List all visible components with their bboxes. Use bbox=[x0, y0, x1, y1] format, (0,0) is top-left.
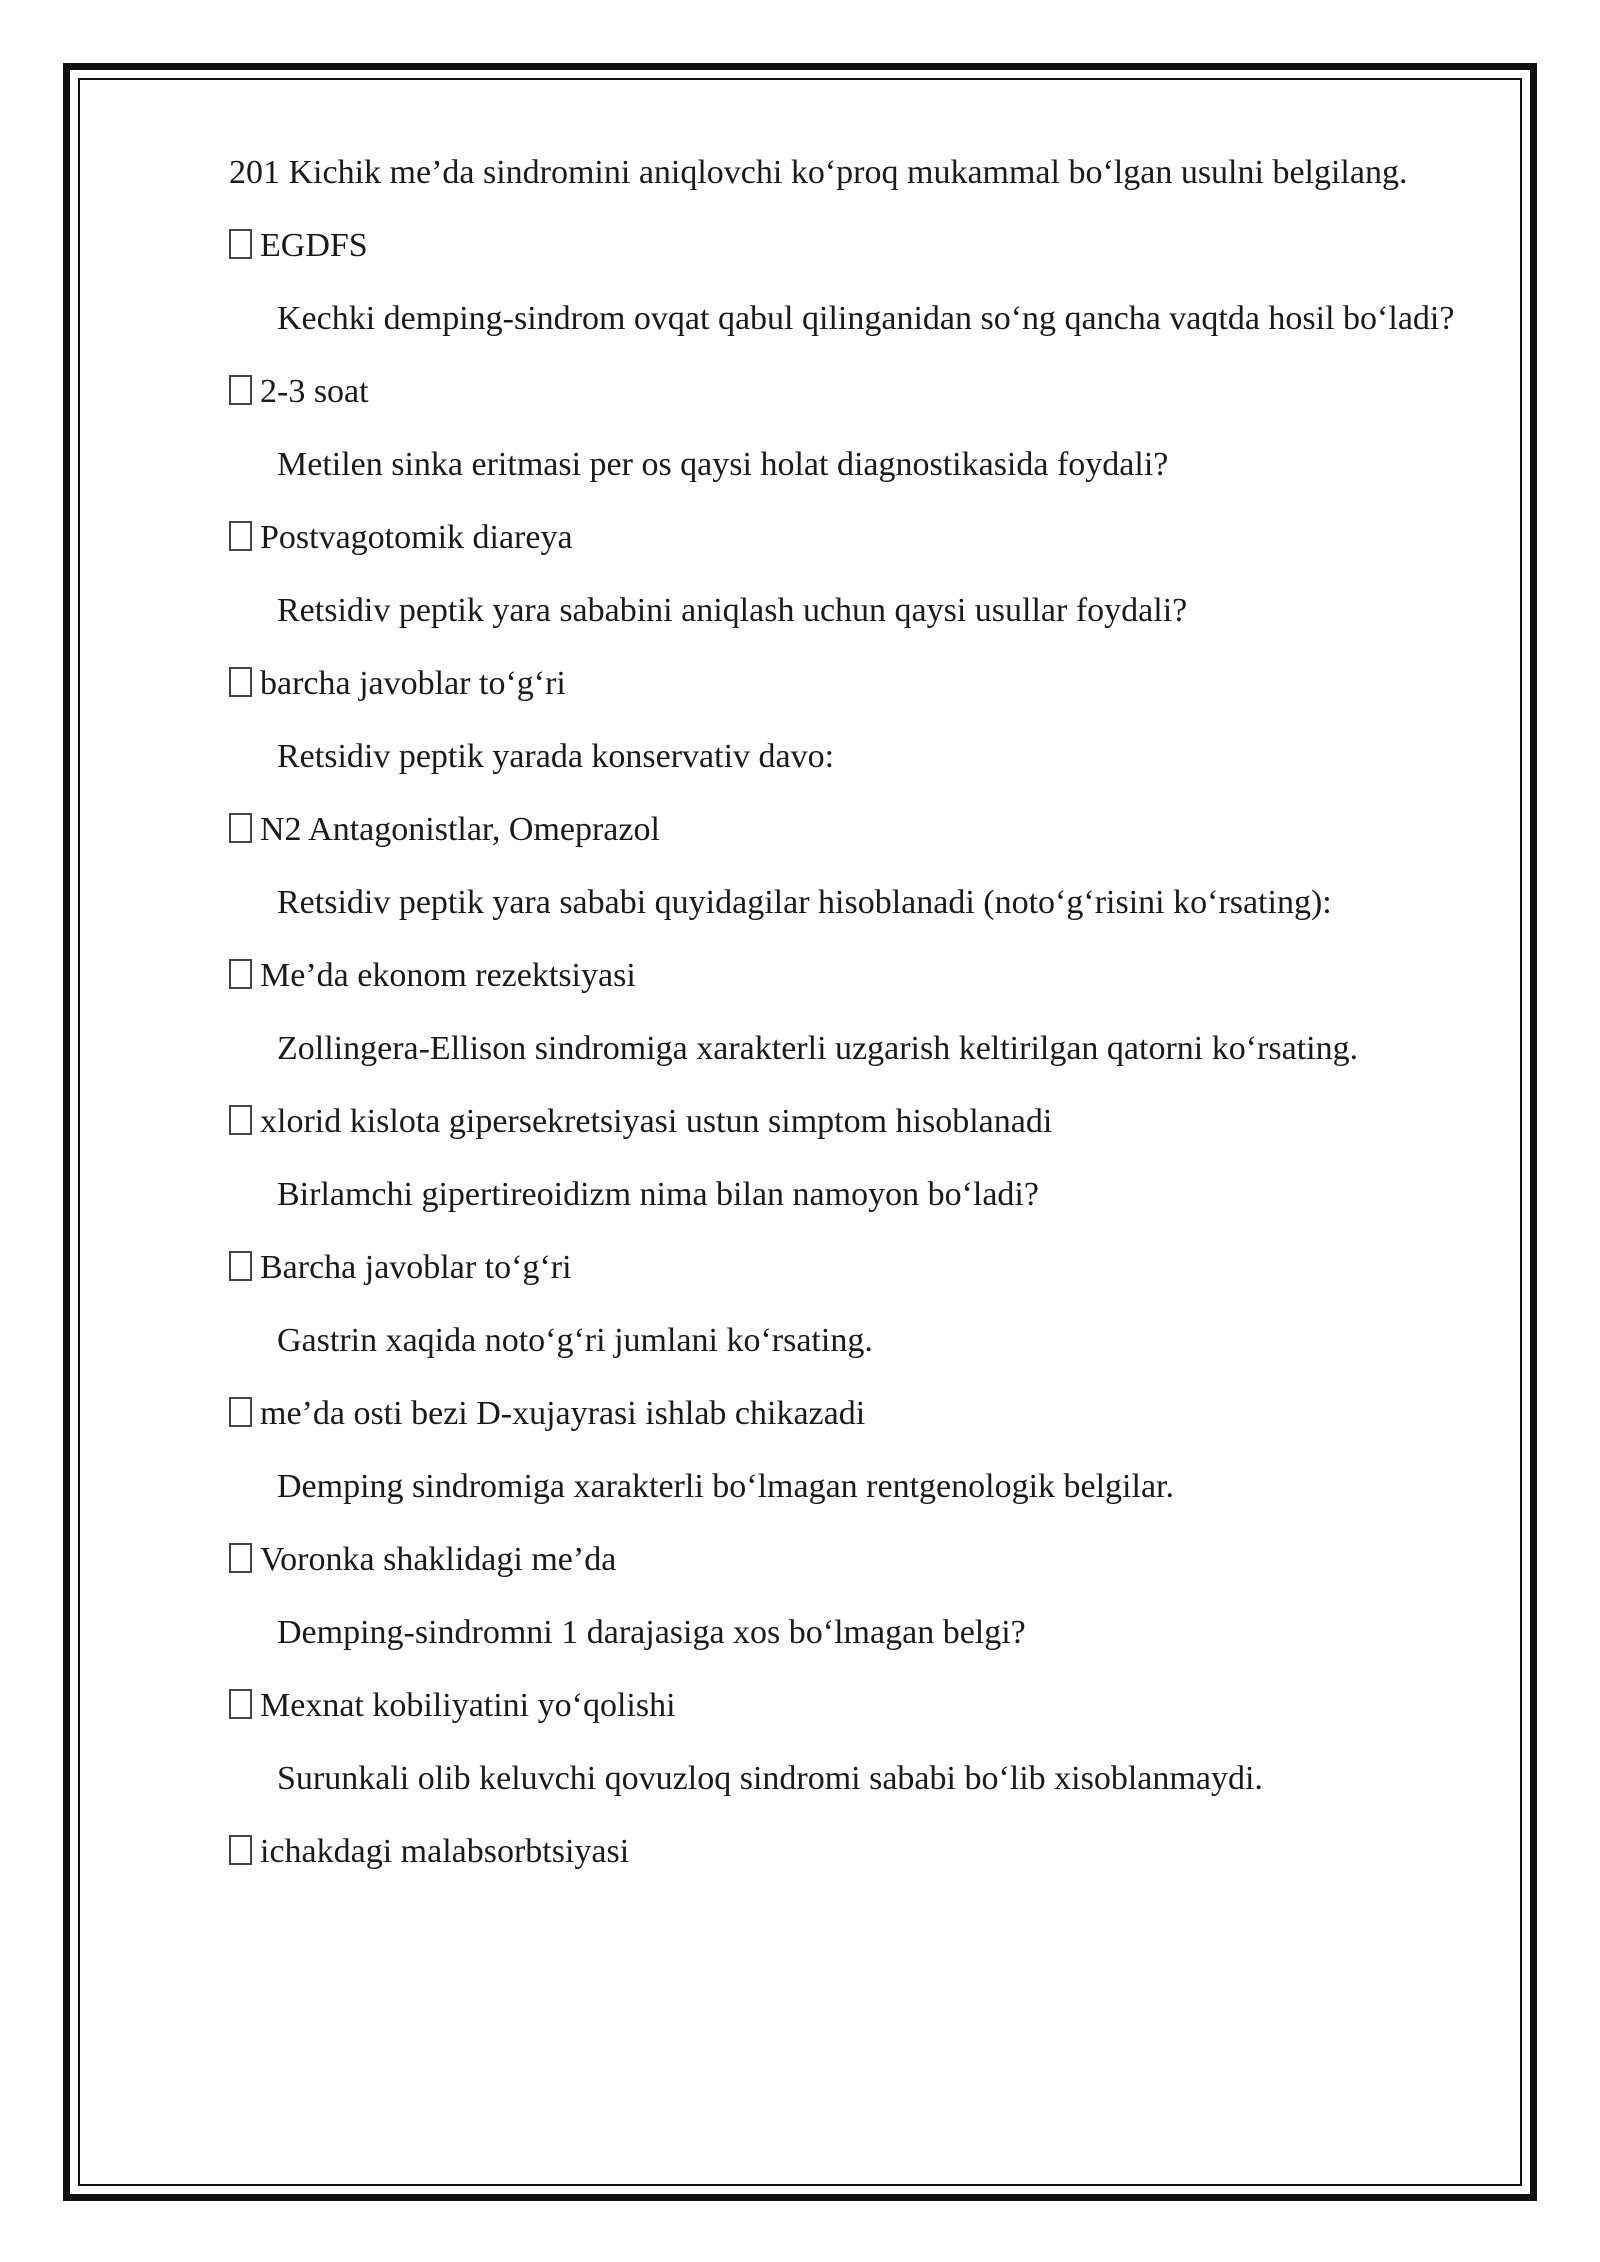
question-text: Retsidiv peptik yara sababini aniqlash uchun qaysi usullar foydali? bbox=[277, 592, 1188, 629]
question-text: Surunkali olib keluvchi qovuzloq sindromi sababi bo‘lib xisoblanmaydi. bbox=[277, 1760, 1263, 1797]
answer-line bbox=[229, 1381, 1484, 1447]
missing-glyph-icon bbox=[229, 667, 252, 697]
answer-text: Me’da ekonom rezektsiyasi bbox=[260, 957, 636, 994]
answer-line bbox=[229, 651, 1484, 717]
answer-text: xlorid kislota gipersekretsiyasi ustun simptom hisoblanadi bbox=[260, 1103, 1053, 1140]
answer-text: EGDFS bbox=[260, 227, 368, 264]
missing-glyph-icon bbox=[229, 1689, 252, 1719]
answer-line bbox=[229, 1235, 1484, 1301]
answer-line bbox=[229, 1527, 1484, 1593]
question-text: Demping sindromiga xarakterli bo‘lmagan rentgenologik belgilar. bbox=[277, 1468, 1174, 1505]
answer-line bbox=[229, 1819, 1484, 1885]
answer-text: barcha javoblar to‘g‘ri bbox=[260, 665, 566, 702]
answer-text: ichakdagi malabsorbtsiyasi bbox=[260, 1833, 630, 1870]
question-text: Birlamchi gipertireoidizm nima bilan namoyon bo‘ladi? bbox=[277, 1176, 1039, 1213]
question-text: Kechki demping-sindrom ovqat qabul qilinganidan so‘ng qancha vaqtda hosil bo‘ladi? bbox=[277, 300, 1455, 337]
answer-text: Voronka shaklidagi me’da bbox=[260, 1541, 617, 1578]
answer-line bbox=[229, 797, 1484, 863]
answer-text: Postvagotomik diareya bbox=[260, 519, 573, 556]
answer-text: Barcha javoblar to‘g‘ri bbox=[260, 1249, 572, 1286]
missing-glyph-icon bbox=[229, 1543, 252, 1573]
answer-line bbox=[229, 943, 1484, 1009]
missing-glyph-icon bbox=[229, 229, 252, 259]
question-text: Metilen sinka eritmasi per os qaysi holat diagnostikasida foydali? bbox=[277, 446, 1169, 483]
missing-glyph-icon bbox=[229, 813, 252, 843]
question-text: 201 Kichik me’da sindromini aniqlovchi ko‘proq mukammal bo‘lgan usulni belgilang. bbox=[229, 154, 1408, 191]
answer-line bbox=[229, 213, 1484, 279]
answer-text: N2 Antagonistlar, Omeprazol bbox=[260, 811, 660, 848]
answer-text: Mexnat kobiliyatini yo‘qolishi bbox=[260, 1687, 676, 1724]
answer-line bbox=[229, 505, 1484, 571]
question-text: Gastrin xaqida noto‘g‘ri jumlani ko‘rsating. bbox=[277, 1322, 873, 1359]
answer-text: 2-3 soat bbox=[260, 373, 369, 410]
missing-glyph-icon bbox=[229, 1105, 252, 1135]
question-text: Retsidiv peptik yara sababi quyidagilar hisoblanadi (noto‘g‘risini ko‘rsating): bbox=[277, 884, 1332, 921]
document-body bbox=[229, 140, 1484, 1885]
question-text: Retsidiv peptik yarada konservativ davo: bbox=[277, 738, 835, 775]
answer-line bbox=[229, 1673, 1484, 1739]
question-text: Zollingera-Ellison sindromiga xarakterli uzgarish keltirilgan qatorni ko‘rsating. bbox=[277, 1030, 1359, 1067]
missing-glyph-icon bbox=[229, 521, 252, 551]
missing-glyph-icon bbox=[229, 1835, 252, 1865]
missing-glyph-icon bbox=[229, 1397, 252, 1427]
missing-glyph-icon bbox=[229, 1251, 252, 1281]
answer-line bbox=[229, 359, 1484, 425]
answer-text: me’da osti bezi D-xujayrasi ishlab chikazadi bbox=[260, 1395, 866, 1432]
answer-line bbox=[229, 1089, 1484, 1155]
missing-glyph-icon bbox=[229, 959, 252, 989]
missing-glyph-icon bbox=[229, 375, 252, 405]
question-text: Demping-sindromni 1 darajasiga xos bo‘lmagan belgi? bbox=[277, 1614, 1026, 1651]
